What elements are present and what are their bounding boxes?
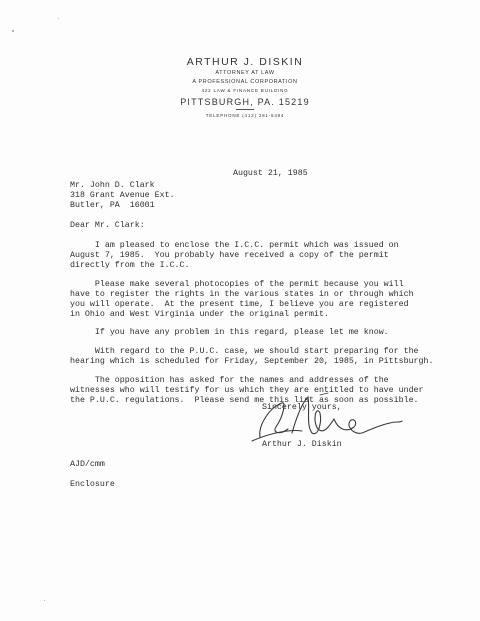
signer-name: Arthur J. Diskin: [262, 440, 342, 449]
paragraph-line: I am pleased to enclose the I.C.C. permit which was issued on: [70, 241, 399, 250]
handwritten-signature: [250, 385, 410, 445]
scan-speck: [44, 600, 45, 601]
paragraph-line: The opposition has asked for the names and addresses of the: [70, 376, 389, 385]
paragraph-line: you will operate. At the present time, I believe you are registered: [70, 300, 409, 309]
paragraph-line: in Ohio and West Virginia under the original permit.: [70, 310, 329, 319]
letterhead: [150, 56, 340, 119]
salutation: Dear Mr. Clark:: [70, 221, 145, 230]
letterhead-city: PITTSBURGH, PA. 15219: [180, 97, 310, 107]
paragraph-line: have to register the rights in the various states in or through which: [70, 290, 414, 299]
letterhead-title: ATTORNEY AT LAW: [215, 70, 275, 76]
paragraph-line: August 7, 1985. You probably have received a copy of the permit: [70, 251, 389, 260]
paragraph-line: hearing which is scheduled for Friday, September 20, 1985, in Pittsburgh.: [70, 357, 434, 366]
paragraph-line: Please make several photocopies of the permit because you will: [70, 280, 404, 289]
paragraph-line: the P.U.C. regulations. Please send me this list as soon as possible.: [70, 396, 419, 405]
enclosure-note: Enclosure: [70, 480, 115, 489]
paragraph-line: With regard to the P.U.C. case, we should start preparing for the: [70, 347, 419, 356]
recipient-city: Butler, PA 16001: [70, 201, 155, 210]
closing: Sincerely yours,: [262, 403, 342, 412]
letterhead-phone: TELEPHONE (412) 281-6494: [205, 113, 285, 118]
paragraph-line: witnesses who will testify for us which they are entitled to have under: [70, 386, 424, 395]
letterhead-building: 422 LAW & FINANCE BUILDING: [201, 88, 289, 93]
recipient-street: 318 Grant Avenue Ext.: [70, 191, 175, 200]
typist-initials: AJD/cmm: [70, 460, 105, 469]
letterhead-firm: A PROFESSIONAL CORPORATION: [192, 79, 298, 85]
letterhead-rule: [236, 109, 254, 110]
scan-speck: [58, 18, 59, 19]
recipient-name: Mr. John D. Clark: [70, 181, 155, 190]
letterhead-name: ARTHUR J. DISKIN: [186, 56, 304, 68]
letter-date: August 21, 1985: [233, 169, 308, 178]
paragraph-line: If you have any problem in this regard, please let me know.: [70, 328, 389, 337]
scan-speck: [12, 30, 14, 32]
paragraph-line: directly from the I.C.C.: [70, 261, 190, 270]
